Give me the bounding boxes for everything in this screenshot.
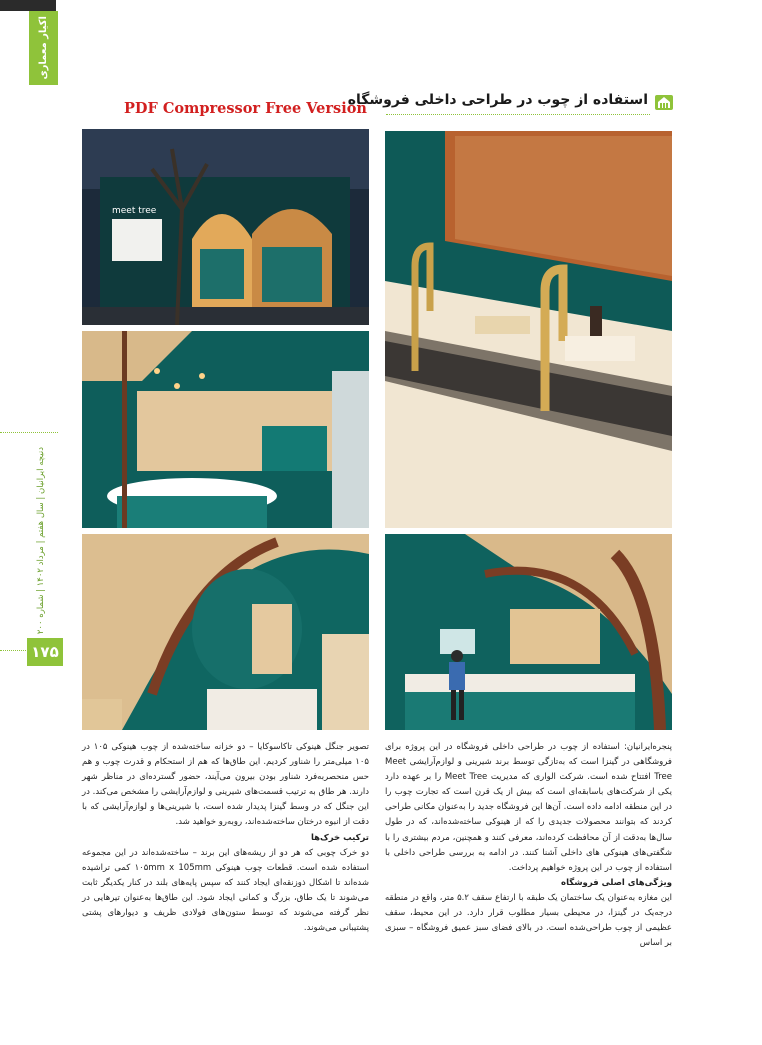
- article-column-left: [82, 740, 369, 936]
- running-head-text: دنیچه ایرانیان | سال هفتم | مرداد ۱۴۰۲ | شماره ۲۰۰: [36, 447, 46, 635]
- photo-shopper-interior: [385, 534, 672, 730]
- body-paragraph: پنجره‌ایرانیان: استفاده از چوب در طراحی داخلی فروشگاه در این پروژه برای فروشگاهی در گینزا است که به‌تازگی توسط برند شیرینی و لوازم‌آرایشی Meet Tree افتتاح شده است. شرکت الواری که مدیریت Meet Tree را بر عهده دارد یکی از شرکت‌های باسابقه‌ای است که بیش از یک قرن است که تجارت چوب را در این منطقه ادامه داده است. آن‌ها این فروشگاه جدید را به‌عنوان مکانی طراحی کردند که بتوانند محصولات جدیدی را که از هینوکی ساخته‌شده‌اند، که در طول سال‌ها به‌دقت از آن محافظت کرده‌اند، معرفی کنند و همچنین، مردم بیشتری را با شگفتی‌های هینوکی های داخلی آشنا کنند. در ادامه به بررسی طراحی داخلی با استفاده از چوب در این پروژه خواهیم پرداخت.: [385, 742, 672, 873]
- subheading: ویژگی‌های اصلی فروشگاه: [561, 877, 672, 888]
- body-paragraph: این مغازه به‌عنوان یک ساختمان یک طبقه با ارتفاع سقف ۵.۲ متر، واقع در منطقه درجه‌یک در گینزا، در محیطی بسیار مطلوب قرار دارد. در این محیط، سقف عظیمی از چوب طراحی‌شده است. در بالای فضای سبز عمیق فروشگاه – سبزی بر اساس: [385, 892, 672, 949]
- house-icon: [655, 95, 673, 110]
- watermark: PDF Compressor Free Version: [124, 100, 367, 117]
- photo-faucet-closeup: [385, 131, 672, 528]
- side-divider-top: [0, 432, 58, 433]
- storefront-sign: meet tree: [112, 206, 157, 216]
- section-tab-label: اکیار معماری: [38, 16, 49, 80]
- body-paragraph: دو خرک چوبی که هر دو از ریشه‌های این برند – ساخته‌شده‌اند در این مجموعه استفاده شده است. قطعات چوب هینوکی ۱۰۵mm x 105mm کمی تراشیده شده‌اند تا اشکال ذوزنقه‌ای ایجاد کنند که سپس پایه‌های بلند در کنار یکدیگر ثابت می‌شوند تا یک طاق، بزرگ و کمانی ایجاد شود. این طاق‌ها به‌عنوان تیرهایی در نظر گرفته می‌شوند که توسط ستون‌های فولادی ظریف و دیوارهای پشتی پشتیبانی می‌شوند.: [82, 847, 370, 934]
- title-underline: [386, 114, 650, 115]
- running-head: [33, 446, 49, 636]
- article-title: استفاده از چوب در طراحی داخلی فروشگاه: [347, 92, 648, 108]
- page-number: ۱۷۵: [27, 638, 63, 666]
- article-column-right: [385, 740, 672, 951]
- subheading: ترکیب خرک‌ها: [310, 832, 369, 843]
- photo-storefront: [82, 129, 369, 325]
- corner-block: [0, 0, 56, 11]
- body-paragraph: تصویر جنگل هینوکی تاکاسوکایا – دو خزانه ساخته‌شده از چوب هینوکی ۱۰۵ در ۱۰۵ میلی‌متر را شناور کردیم. این طاق‌ها که هم از استحکام و قدرت چوب و هم حس منحصربه‌فرد شناور بودن بیرون می‌آیند، حضور گسترده‌ای در مناظر شهر دارند. هر طاق به ترتیب قسمت‌های شیرینی و لوازم‌آرایشی را مشخص می‌کند. در این جنگل که در وسط گینزا پدیدار شده است، با شیرینی‌ها و لوازم‌آرایشی که با دقت از انبوه درختان ساخته‌شده‌اند، روبه‌رو خواهید شد.: [82, 742, 369, 828]
- photo-arch-interior: [82, 534, 369, 730]
- section-tab: [29, 11, 58, 85]
- photo-interior-wide: [82, 331, 369, 528]
